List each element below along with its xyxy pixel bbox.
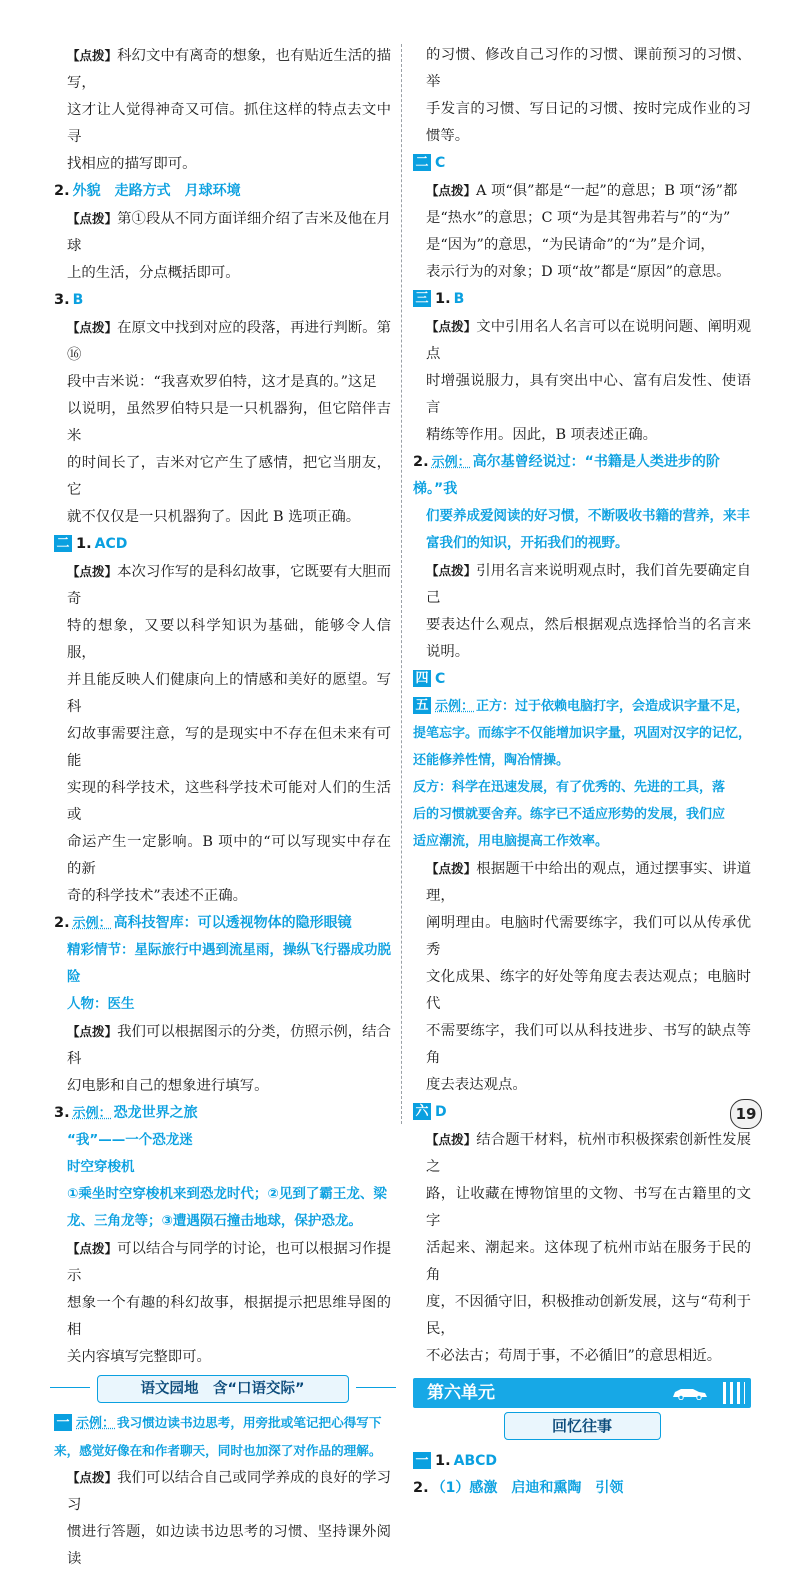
text-line: 【点拨】科幻文中有离奇的想象，也有贴近生活的描写， <box>67 48 391 91</box>
text-line: 就不仅仅是一只机器狗了。因此 B 选项正确。 <box>67 509 361 525</box>
section-6-answer: 六 D <box>413 1099 751 1126</box>
text-line: 想象一个有趣的科幻故事，根据提示把思维导图的相 <box>67 1295 391 1338</box>
text-line: 的习惯、修改自己习作的习惯、课前预习的习惯、举 <box>426 47 751 90</box>
question-2: 2. 外貌 走路方式 月球环境 <box>54 183 241 199</box>
section-2-question-1: 二 1. ACD <box>54 531 391 558</box>
text-line: 时增强说服力，具有突出中心、富有启发性、使语言 <box>426 373 751 416</box>
section-2-answer: 二 C <box>413 150 751 177</box>
car-icon <box>671 1386 711 1400</box>
text-line: 是“因为”的意思，“为民请命”的“为”是介词， <box>426 237 715 253</box>
text-line: 手发言的习惯、写日记的习惯、按时完成作业的习惯等。 <box>426 101 751 144</box>
text-line: 表示行为的对象；D 项“故”都是“原因”的意思。 <box>426 264 731 280</box>
section-badge: 五 <box>413 697 431 714</box>
section-badge: 三 <box>413 290 431 307</box>
text-line: 活起来、潮起来。这体现了杭州市站在服务于民的角 <box>426 1240 751 1283</box>
answer-line: 精彩情节：星际旅行中遇到流星雨，操纵飞行器成功脱险 <box>67 942 391 985</box>
text-line: 【点拨】可以结合与同学的讨论，也可以根据习作提示 <box>67 1241 391 1284</box>
text-line: 特的想象，又要以科学知识为基础，能够令人信服， <box>67 618 391 661</box>
text-line: 并且能反映人们健康向上的情感和美好的愿望。写科 <box>67 672 391 715</box>
section-badge: 一 <box>54 1414 72 1431</box>
section-2-question-3: 3. 示例： 恐龙世界之旅 <box>54 1105 198 1121</box>
answer-line: 后的习惯就要舍弃。练字已不适应形势的发展，我们应 <box>413 807 726 822</box>
text-line: 是“热水”的意思；C 项“为是其智弗若与”的“为” <box>426 210 731 226</box>
section-3-question-1: 三 1. B <box>413 286 751 313</box>
lesson-title: 回忆往事 <box>504 1412 661 1440</box>
text-line: 路，让收藏在博物馆里的文物、书写在古籍里的文字 <box>426 1186 751 1229</box>
text-line: 不必法古；苟周于事，不必循旧”的意思相近。 <box>426 1348 722 1364</box>
text-line: 找相应的描写即可。 <box>67 156 197 172</box>
section-5-answer: 五 示例： 正方：过于依赖电脑打字，会造成识字量不足， <box>413 693 751 720</box>
left-column <box>54 42 391 1573</box>
unit-question-1: 一 1. ABCD <box>413 1448 751 1475</box>
answer-line: 富我们的知识，开拓我们的视野。 <box>426 535 629 551</box>
text-line: 【点拨】结合题干材料，杭州市积极探索创新性发展之 <box>426 1132 751 1175</box>
text-line: 实现的科学技术，这些科学技术可能对人们的生活或 <box>67 780 391 823</box>
answer-line: 们要养成爱阅读的好习惯，不断吸收书籍的营养，来丰 <box>426 508 750 524</box>
section-2-question-2: 2. 示例： 高科技智库：可以透视物体的隐形眼镜 <box>54 915 352 931</box>
text-line: 【点拨】文中引用名人名言可以在说明问题、阐明观点 <box>426 319 751 362</box>
section-4-answer: 四 C <box>413 666 751 693</box>
text-line: 文化成果、练字的好处等角度去表达观点；电脑时代 <box>426 969 751 1012</box>
page-number: 19 <box>730 1099 762 1129</box>
text-line: 【点拨】我们可以根据图示的分类，仿照示例，结合科 <box>67 1024 391 1067</box>
text-line: 【点拨】A 项“俱”都是“一起”的意思；B 项“汤”都 <box>426 183 738 199</box>
unit-title: 第六单元 <box>427 1383 495 1403</box>
answer-line: “我”——一个恐龙迷 <box>67 1132 193 1148</box>
section-badge: 六 <box>413 1103 431 1120</box>
text-line: 关内容填写完整即可。 <box>67 1349 211 1365</box>
text-line: 要表达什么观点，然后根据观点选择恰当的名言来说明。 <box>426 617 751 660</box>
answer-line: 龙、三角龙等；③遭遇陨石撞击地球，保护恐龙。 <box>67 1213 362 1229</box>
stripes-decoration <box>723 1382 745 1404</box>
text-line: 【点拨】本次习作写的是科幻故事，它既要有大胆而奇 <box>67 564 391 607</box>
text-line: 以说明，虽然罗伯特只是一只机器狗，但它陪伴吉米 <box>67 401 391 444</box>
text-line: 惯进行答题，如边读书边思考的习惯、坚持课外阅读 <box>67 1524 391 1567</box>
text-line: 精练等作用。因此，B 项表述正确。 <box>426 427 658 443</box>
section-3-question-2: 2. 示例： 高尔基曾经说过：“书籍是人类进步的阶梯。”我 <box>413 454 720 497</box>
section-1-answer: 一 示例： 我习惯边读书边思考，用旁批或笔记把心得写下 <box>54 1409 391 1437</box>
text-line: 【点拨】第①段从不同方面详细介绍了吉米及他在月球 <box>67 211 391 254</box>
answer-line: 还能修养性情，陶冶情操。 <box>413 753 570 768</box>
text-line: 【点拨】我们可以结合自己或同学养成的良好的学习习 <box>67 1470 391 1513</box>
question-3: 3. B <box>54 292 84 308</box>
text-line: 度，不因循守旧，积极推动创新发展，这与“苟利于民， <box>426 1294 751 1337</box>
text-line: 这才让人觉得神奇又可信。抓住这样的特点去文中寻 <box>67 102 391 145</box>
text-line: 上的生活，分点概括即可。 <box>67 265 240 281</box>
text-line: 度去表达观点。 <box>426 1077 527 1093</box>
text-line: 阐明理由。电脑时代需要练字，我们可以从传承优秀 <box>426 915 751 958</box>
text-line: 命运产生一定影响。B 项中的“可以写现实中存在的新 <box>67 834 391 877</box>
answer-line: 提笔忘字。而练字不仅能增加识字量，巩固对汉字的记忆， <box>413 726 752 741</box>
section-badge: 二 <box>413 154 431 171</box>
text-line: 【点拨】根据题干中给出的观点，通过摆事实、讲道理， <box>426 861 751 904</box>
section-badge: 一 <box>413 1452 431 1469</box>
unit-banner <box>413 1378 751 1408</box>
text-line: 的时间长了，吉米对它产生了感情，把它当朋友，它 <box>67 455 391 498</box>
answer-line: 时空穿梭机 <box>67 1159 135 1175</box>
answer-line: ①乘坐时空穿梭机来到恐龙时代；②见到了霸王龙、梁 <box>67 1186 387 1202</box>
text-line: 奇的科学技术”表述不正确。 <box>67 888 248 904</box>
column-divider <box>401 44 402 1124</box>
text-line: 【点拨】引用名言来说明观点时，我们首先要确定自己 <box>426 563 751 606</box>
answer-line: 人物：医生 <box>67 996 135 1012</box>
text-line: 幻电影和自己的想象进行填写。 <box>67 1078 269 1094</box>
right-column <box>413 42 751 1502</box>
text-line: 段中吉米说：“我喜欢罗伯特，这才是真的。”这足 <box>67 374 377 390</box>
answer-line: 反方：科学在迅速发展，有了优秀的、先进的工具，落 <box>413 780 726 795</box>
section-badge: 四 <box>413 670 431 687</box>
text-line: 幻故事需要注意，写的是现实中不存在但未来有可能 <box>67 726 391 769</box>
section-title: 语文园地 含“口语交际” <box>97 1375 349 1403</box>
answer-line: 来，感觉好像在和作者聊天，同时也加深了对作品的理解。 <box>54 1443 382 1458</box>
section-badge: 二 <box>54 535 72 552</box>
answer-line: 适应潮流，用电脑提高工作效率。 <box>413 834 609 849</box>
unit-question-2: 2. （1）感激 启迪和熏陶 引领 <box>413 1480 624 1496</box>
text-line: 【点拨】在原文中找到对应的段落，再进行判断。第⑯ <box>67 320 391 363</box>
text-line: 不需要练字，我们可以从科技进步、书写的缺点等角 <box>426 1023 751 1066</box>
